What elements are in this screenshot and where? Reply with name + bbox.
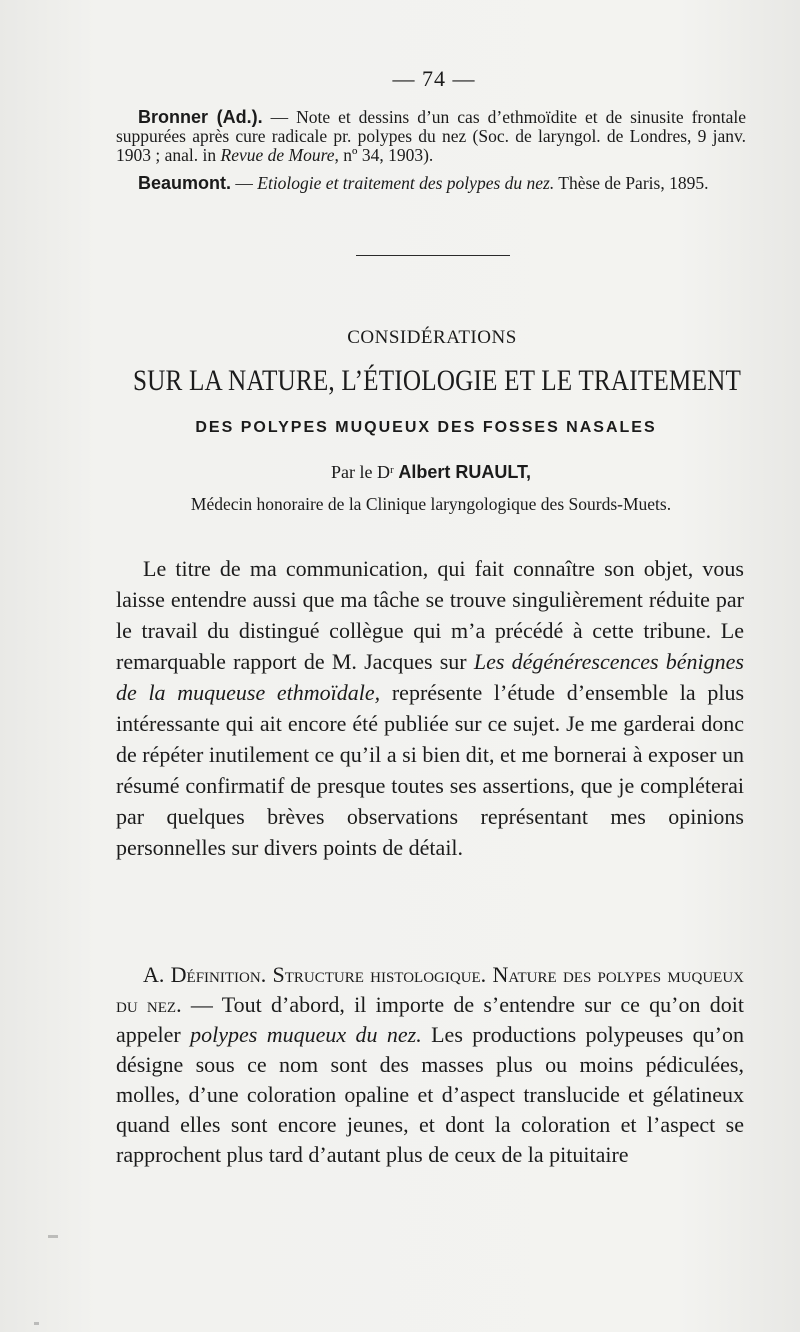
reference-author: Beaumont. [138, 173, 232, 193]
reference-journal: Revue de Moure [220, 145, 335, 165]
intro-text-end: représente l’étude d’ensemble la plus intéressante qui ait encore été publiée sur ce sujet. Je me garderai donc de répéter inutilement ce qu’il a si bien dit, et me bornerai à exposer un résumé confirmatif de presque toutes ses assertions, que je compléterai par quelques brèves observations représentant mes opinions personnelles sur divers points de détail. [116, 680, 745, 860]
scan-speck [34, 1322, 39, 1325]
section-heading: A. Définition. Structure histologique. Nature des polypes muqueux du nez. [116, 962, 744, 1017]
section-term: polypes muqueux du nez. [190, 1022, 422, 1047]
intro-text: Le titre de ma communication, qui fait connaître son objet, vous laisse entendre aussi que ma tâche se trouve singulièrement réduite par le travail du distingué collègue qui m’a précédé à cette tribune. Le remarquable rapport de M. Jacques sur [116, 556, 744, 674]
separator-rule [356, 255, 510, 256]
reference-author: Bronner (Ad.). [138, 107, 263, 127]
heading-considerations: CONSIDÉRATIONS [347, 327, 517, 348]
references-list [116, 108, 746, 202]
section-text: — Tout d’abord, il importe de s’entendre sur ce qu’on doit appeler [116, 992, 744, 1047]
reference-text: — Note et dessins d’un cas d’ethmoïdite et de sinusite frontale suppurées après cure radicale pr. polypes du nez (Soc. de laryngol. de Londres, 9 janv. 1903 ; anal. in [116, 107, 746, 165]
reference-title: Etiologie et traitement des polypes du nez. [257, 173, 555, 193]
reference-text: — [231, 173, 258, 193]
intro-cited-title: Les dégénérescences bénignes de la muqueuse ethmoïdale, [116, 649, 744, 705]
author-name: Albert RUAULT, [398, 462, 532, 482]
reference-text-end: , nº 34, 1903). [334, 145, 434, 165]
reference-entry [116, 174, 746, 193]
article-subtitle: DES POLYPES MUQUEUX DES FOSSES NASALES [195, 419, 657, 436]
author-affiliation: Médecin honoraire de la Clinique laryngologique des Sourds-Muets. [190, 494, 672, 514]
scan-speck [48, 1235, 58, 1238]
byline-prefix: Par le Dʳ [330, 462, 399, 482]
author-byline [0, 462, 800, 483]
reference-entry [116, 108, 746, 165]
reference-text-end: Thèse de Paris, 1895. [554, 173, 709, 193]
page-number: — 74 — [392, 66, 476, 91]
article-title: SUR LA NATURE, L’ÉTIOLOGIE ET LE TRAITEMENT [133, 364, 742, 397]
intro-paragraph [116, 553, 744, 863]
section-text-end: Les productions polypeuses qu’on désigne sous ce nom sont des masses plus ou moins pédiculées, molles, d’une coloration opaline et d’aspect translucide et gélatineux quand elles sont encore jeunes, et dont la coloration et l’aspect se rapprochent plus tard d’autant plus de ceux de la pituitaire [116, 1022, 745, 1167]
section-a-paragraph [116, 960, 744, 1170]
